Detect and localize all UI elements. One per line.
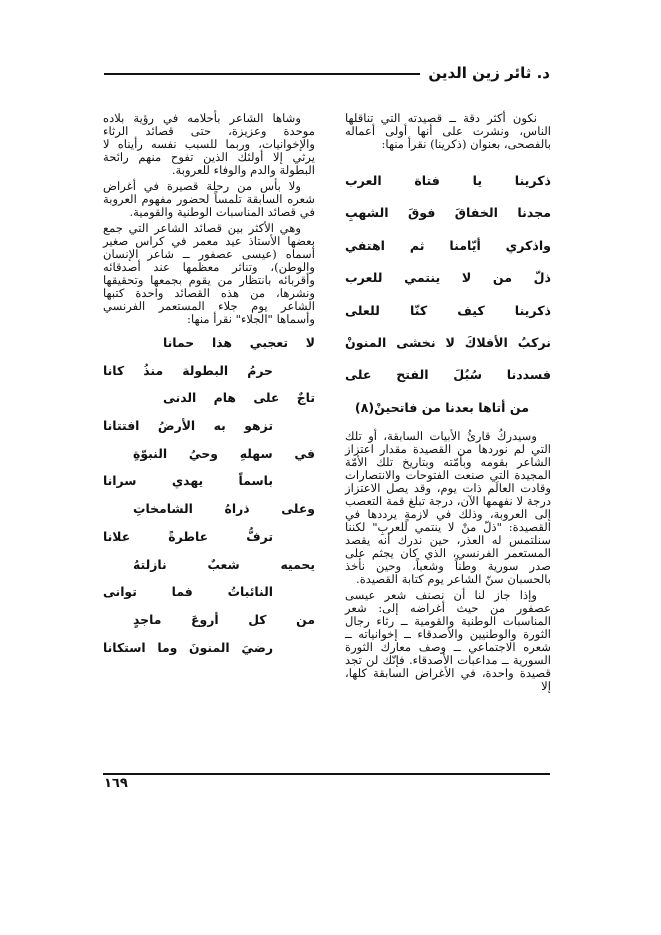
- body-paragraph: وسيدركُ قارئُ الأبيات السابقة، أو تلك التي لم نوردها من القصيدة مقدار اعتزاز الشاعر بقومه وبأمّته وبتاريخ تلك الأمّة المجيدة التي صنعت الفتوحات والانتصارات وقادت العالَم ذات يوم، وقد يصل الاعتزاز درجة لا نفهمها الآن، درجة تبلغ قمة التعصب إلى العروبة، وذلك في لازمةٍ يرددها في القصيدة: "ذلّ منْ لا ينتمي للعربِ" لكننا سنلتمس له العذر، حين ندرك أنه يقصد المستعمر الفرنسي، الذي كان يجثم على صدر سورية وطناً وشعباً، وحين نأخذ بالحسبان سنّ الشاعر يوم كتابة القصيدة.: [345, 429, 551, 587]
- page-number: ١٦٩: [104, 776, 128, 791]
- author-name: د. ثائر زين الدين: [428, 64, 550, 82]
- left-poem: [103, 329, 315, 661]
- body-paragraph: وإذا جاز لنا أن نصنف شعر عيسى عصفور من حيث أغراضه إلى: شعر المناسبات الوطنية والقومية ــ رثاء رجال الثورة والوطنيين والأصدقاء ــ إخوانياته ــ شعره الاجتماعي ــ وصف معارك الثورة السورية ــ مداعبات الأصدقاء. فإنّك لن تجد قصيدة واحدة، في الأغراض السابقة كلها، إلا: [345, 588, 551, 694]
- poem-verse: في سهلهِ وحيُ النبوّةِ: [133, 445, 315, 461]
- poem-verse: ترفُّ عاطرةً علانا: [103, 528, 273, 544]
- poem-verse: ذكرينا كيف كنّا للعلى: [345, 302, 551, 318]
- header-rule: [104, 73, 420, 75]
- poem-verse: فسددنا سُبُلَ الفتح على: [345, 367, 551, 383]
- poem-verse: مجدنا الخفاقَ فوقَ الشهبِ: [345, 205, 551, 221]
- poem-verse: واذكري أيّامنا ثم اهتفي: [345, 237, 551, 253]
- footer-rule: [103, 773, 550, 775]
- poem-verse: وعلى ذراهُ الشامخاتِ: [133, 501, 315, 517]
- poem-verse: حرمُ البطولة منذُ كانا: [103, 362, 273, 378]
- poem-verse: ذلّ من لا ينتمي للعرب: [345, 270, 551, 286]
- poem-verse: باسماً يهدي سرانا: [103, 473, 273, 489]
- body-paragraph: وهي الأكثر بين قصائد الشاعر التي جمع بعضها الأستاذ عيد معمر في كراس صغير أسماه (عيسى عصفور ــ شاعر الإنسان والوطن)، وتناثر معظمها عند أصدقائه وأقربائه بانتظار من يقوم بجمعها وتحقيقها ونشرها، من هذه القصائد واحدة كتبها الشاعر يوم جلاء المستعمر الفرنسي وأسماها "الجلاء" نقرأ منها:: [103, 221, 315, 326]
- poem-verse: من أتاها بعدنا من فاتحينْ(٨): [354, 399, 529, 415]
- right-poem: [345, 165, 551, 424]
- poem-verse: ذكرينا يا فتاة العرب: [345, 173, 551, 188]
- poem-verse: تزهو به الأرضُ افتتانا: [103, 418, 273, 434]
- poem-verse: تاجٌ على هام الدنى: [163, 390, 315, 406]
- poem-verse: رضيَ المنونَ وما استكانا: [103, 639, 273, 655]
- poem-verse: لا تعجبي هذا حمانا: [163, 335, 315, 350]
- body-paragraph: وشاها الشاعر بأحلامه في رؤية بلاده موحدة وعزيزة، حتى قصائد الرثاء والإخوانيات، وربما للسبب نفسه رأيناه لا يرثي إلا أولئك الذين تفوح منهم رائحة البطولة والدم والوفاء للعروبة.: [103, 111, 315, 177]
- left-column: [103, 112, 315, 661]
- poem-verse: من كل أروعَ ماجدٍ: [133, 611, 315, 627]
- right-column: [345, 112, 551, 696]
- poem-verse: النائباتُ فما توانى: [103, 584, 273, 600]
- right-intro-paragraph: نكون أكثر دقة ــ قصيدته التي تناقلها الناس، ونشرت على أنها أولى أعماله بالفصحى، بعنوان (ذكرينا) نقرأ منها:: [345, 111, 551, 151]
- page-header: [104, 63, 550, 87]
- poem-verse: نركبُ الأفلاكَ لا نخشى المنونْ: [345, 334, 551, 350]
- body-paragraph: ولا بأس من رحلة قصيرة في أغراض شعره السابقة تلمساً لحضور مفهوم العروبة في قصائد المناسبات الوطنية والقومية.: [103, 179, 315, 219]
- poem-verse: يحميه شعبٌ نازلتهُ: [133, 556, 315, 572]
